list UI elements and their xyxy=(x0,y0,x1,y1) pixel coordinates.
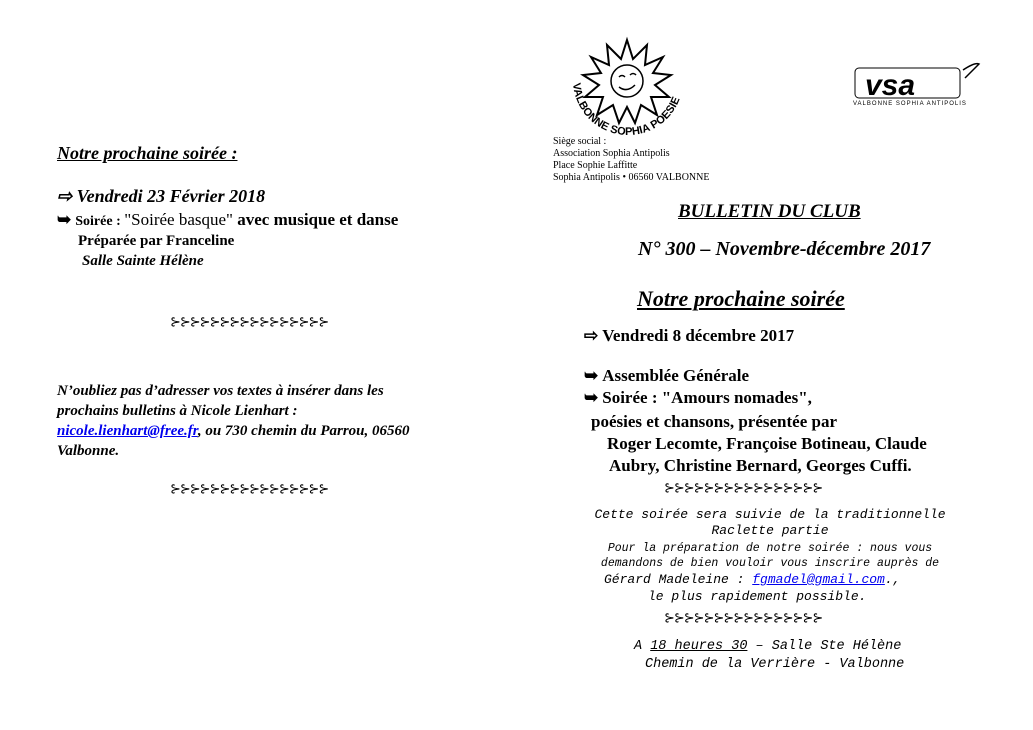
left-venue: Salle Sainte Hélène xyxy=(82,253,204,269)
ornament-divider: ⊱⊱⊱⊱⊱⊱⊱⊱⊱⊱⊱⊱⊱⊱⊱⊱ xyxy=(170,314,329,329)
hook-arrow-icon: ➥ xyxy=(584,388,599,407)
seat-line: Place Sophie Laffitte xyxy=(553,160,638,171)
seat-block xyxy=(553,136,709,184)
reminder-address: , ou 730 chemin du Parrou, 06560 xyxy=(197,423,410,439)
soiree-line: Aubry, Christine Bernard, Georges Cuffi. xyxy=(609,456,912,475)
raclette-note xyxy=(540,507,1000,539)
time-venue xyxy=(634,639,901,654)
soiree-line: Roger Lecomte, Françoise Botineau, Claude xyxy=(607,434,927,453)
left-soiree xyxy=(57,210,398,230)
note-line: Cette soirée sera suivie de la traditionnelle xyxy=(594,507,946,522)
left-date-text: Vendredi 23 Février 2018 xyxy=(76,186,266,206)
soiree-line: poésies et chansons, présentée par xyxy=(591,412,838,431)
venue-address: Chemin de la Verrière - Valbonne xyxy=(645,657,905,672)
note-line: Raclette partie xyxy=(711,523,829,538)
ag-text: Assemblée Générale xyxy=(602,366,750,385)
ornament-divider: ⊱⊱⊱⊱⊱⊱⊱⊱⊱⊱⊱⊱⊱⊱⊱⊱ xyxy=(170,481,329,496)
ornament-divider: ⊱⊱⊱⊱⊱⊱⊱⊱⊱⊱⊱⊱⊱⊱⊱⊱ xyxy=(664,480,823,495)
prep-line: Pour la préparation de notre soirée : nous vous xyxy=(607,542,933,555)
issue-number: N° 300 – Novembre-décembre 2017 xyxy=(638,238,931,260)
seat-title: Siège social : xyxy=(553,136,607,147)
logo-arc-text: VALBONNE SOPHIA POESIE xyxy=(570,82,683,135)
next-evening-heading: Notre prochaine soirée xyxy=(637,286,845,311)
left-prepared: Préparée par Franceline xyxy=(78,233,235,249)
contact-name: Gérard Madeleine : xyxy=(604,572,753,587)
ornament-divider: ⊱⊱⊱⊱⊱⊱⊱⊱⊱⊱⊱⊱⊱⊱⊱⊱ xyxy=(664,610,823,625)
venue-text: – Salle Ste Hélène xyxy=(747,639,902,654)
arrow-right-icon: ⇨ xyxy=(584,326,599,345)
sun-logo-icon xyxy=(555,35,700,135)
right-soiree xyxy=(584,388,812,408)
left-date xyxy=(57,186,265,207)
right-date-text: Vendredi 8 décembre 2017 xyxy=(602,326,795,345)
seat-line: Sophia Antipolis • 06560 VALBONNE xyxy=(553,172,710,183)
registration-contact xyxy=(604,572,900,587)
vsa-logo-text: vsa xyxy=(865,69,916,102)
event-time: 18 heures 30 xyxy=(650,639,748,654)
contact-post: ., xyxy=(884,572,901,587)
left-soiree-rest: avec musique et danse xyxy=(233,210,399,229)
hook-arrow-icon: ➥ xyxy=(57,210,72,229)
right-date xyxy=(584,326,794,346)
soiree-text: Soirée : "Amours nomades", xyxy=(602,388,812,407)
reminder-line xyxy=(57,421,497,441)
email-link[interactable]: nicole.lienhart@free.fr xyxy=(57,423,198,439)
right-ag xyxy=(584,366,749,386)
left-heading: Notre prochaine soirée : xyxy=(57,143,238,163)
prep-line: demandons de bien vouloir vous inscrire auprès de xyxy=(600,557,940,570)
left-reminder xyxy=(57,381,497,461)
registration-deadline: le plus rapidement possible. xyxy=(648,589,867,604)
hook-arrow-icon: ➥ xyxy=(584,366,599,385)
reminder-line: prochains bulletins à Nicole Lienhart : xyxy=(57,403,298,419)
arrow-right-icon: ⇨ xyxy=(57,186,73,206)
reminder-line: N’oubliez pas d’adresser vos textes à insérer dans les xyxy=(57,383,384,399)
left-soiree-label: Soirée : xyxy=(75,214,125,229)
registration-note xyxy=(540,541,1000,571)
reminder-line: Valbonne. xyxy=(57,443,120,459)
vsa-subtitle: VALBONNE SOPHIA ANTIPOLIS xyxy=(853,101,967,107)
bulletin-title: BULLETIN DU CLUB xyxy=(678,201,861,222)
left-soiree-title: "Soirée basque" xyxy=(124,210,233,229)
time-pre: A xyxy=(634,639,651,654)
seat-line: Association Sophia Antipolis xyxy=(553,148,670,159)
vsa-logo xyxy=(853,60,983,110)
valbonne-poesie-logo xyxy=(555,35,700,135)
email-link[interactable]: fgmadel@gmail.com xyxy=(752,572,885,587)
